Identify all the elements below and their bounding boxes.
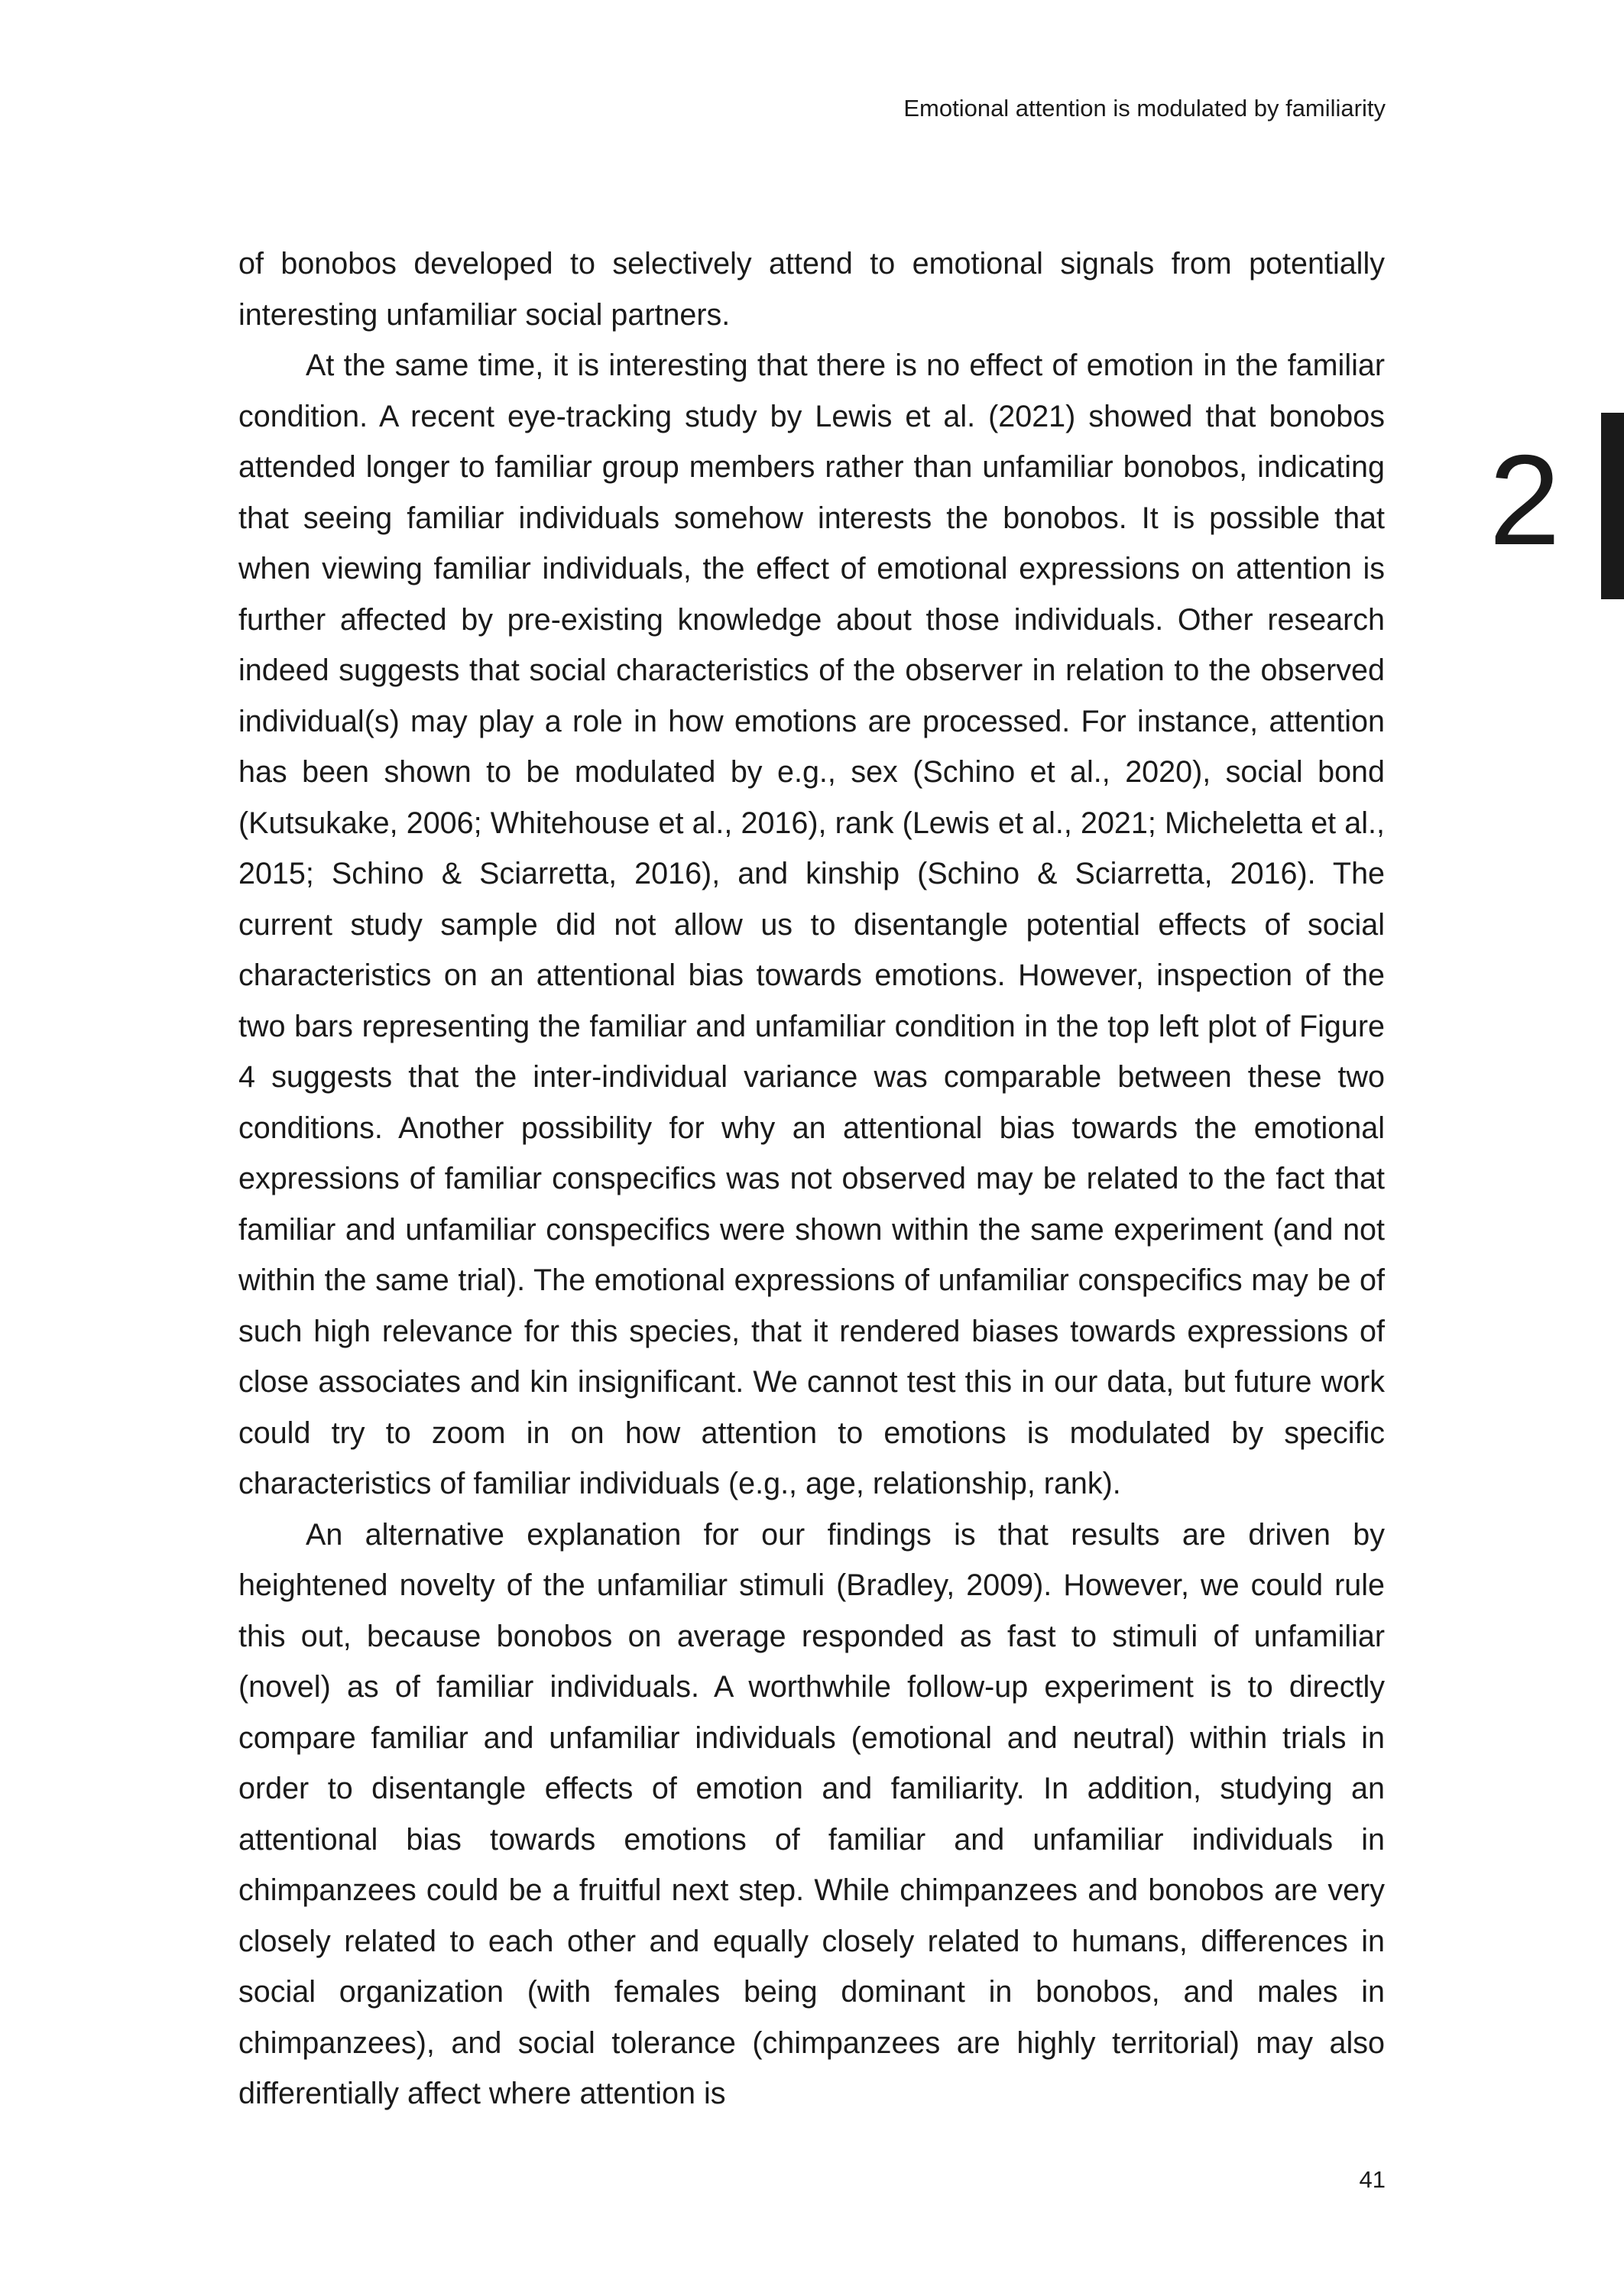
paragraph-continued: of bonobos developed to selectively attend to emotional signals from potentially interesting unfamiliar social partners. — [238, 247, 1385, 332]
chapter-marker-bar — [1601, 413, 1624, 599]
paragraph-familiar-condition: At the same time, it is interesting that there is no effect of emotion in the familiar condition. A recent eye-tracking study by Lewis et al. (2021) showed that bonobos attended longer to familiar group members rather than unfamiliar bonobos, indicating that seeing familiar individuals somehow interests the bonobos. It is possible that when viewing familiar individuals, the effect of emotional expressions on attention is further affected by pre-existing knowledge about those individuals. Other research indeed suggests that social characteristics of the observer in relation to the observed individual(s) may play a role in how emotions are processed. For instance, attention has been shown to be modulated by e.g., sex (Schino et al., 2020), social bond (Kutsukake, 2006; Whitehouse et al., 2016), rank (Lewis et al., 2021; Micheletta et al., 2015; Schino & Sciarretta, 2016), and kinship (Schino & Sciarretta, 2016). The current study sample did not allow us to disentangle potential effects of social characteristics on an attentional bias towards emotions. However, inspection of the two bars representing the familiar and unfamiliar condition in the top left plot of Figure 4 suggests that the inter-individual variance was comparable between these two conditions. Another possibility for why an attentional bias towards the emotional expressions of familiar conspecifics was not observed may be related to the fact that familiar and unfamiliar conspecifics were shown within the same experiment (and not within the same trial). The emotional expressions of unfamiliar conspecifics may be of such high relevance for this species, that it rendered biases towards expressions of close associates and kin insignificant. We cannot test this in our data, but future work could try to zoom in on how attention to emotions is modulated by specific characteristics of familiar individuals (e.g., age, relationship, rank). — [238, 349, 1385, 1500]
page-number: 41 — [1359, 2166, 1386, 2193]
paragraph-alternative-explanation: An alternative explanation for our findings is that results are driven by heightened novelty of the unfamiliar stimuli (Bradley, 2009). However, we could rule this out, because bonobos on average responded as fast to stimuli of unfamiliar (novel) as of familiar individuals. A worthwhile follow-up experiment is to directly compare familiar and unfamiliar individuals (emotional and neutral) within trials in order to disentangle effects of emotion and familiarity. In addition, studying an attentional bias towards emotions of familiar and unfamiliar individuals in chimpanzees could be a fruitful next step. While chimpanzees and bonobos are very closely related to each other and equally closely related to humans, differences in social organization (with females being dominant in bonobos, and males in chimpanzees), and social tolerance (chimpanzees are highly territorial) may also differentially affect where attention is — [238, 1517, 1385, 2110]
body-text — [238, 238, 1385, 2119]
chapter-tab — [1471, 413, 1624, 599]
running-header: Emotional attention is modulated by familiarity — [903, 95, 1386, 122]
chapter-number: 2 — [1489, 428, 1561, 572]
